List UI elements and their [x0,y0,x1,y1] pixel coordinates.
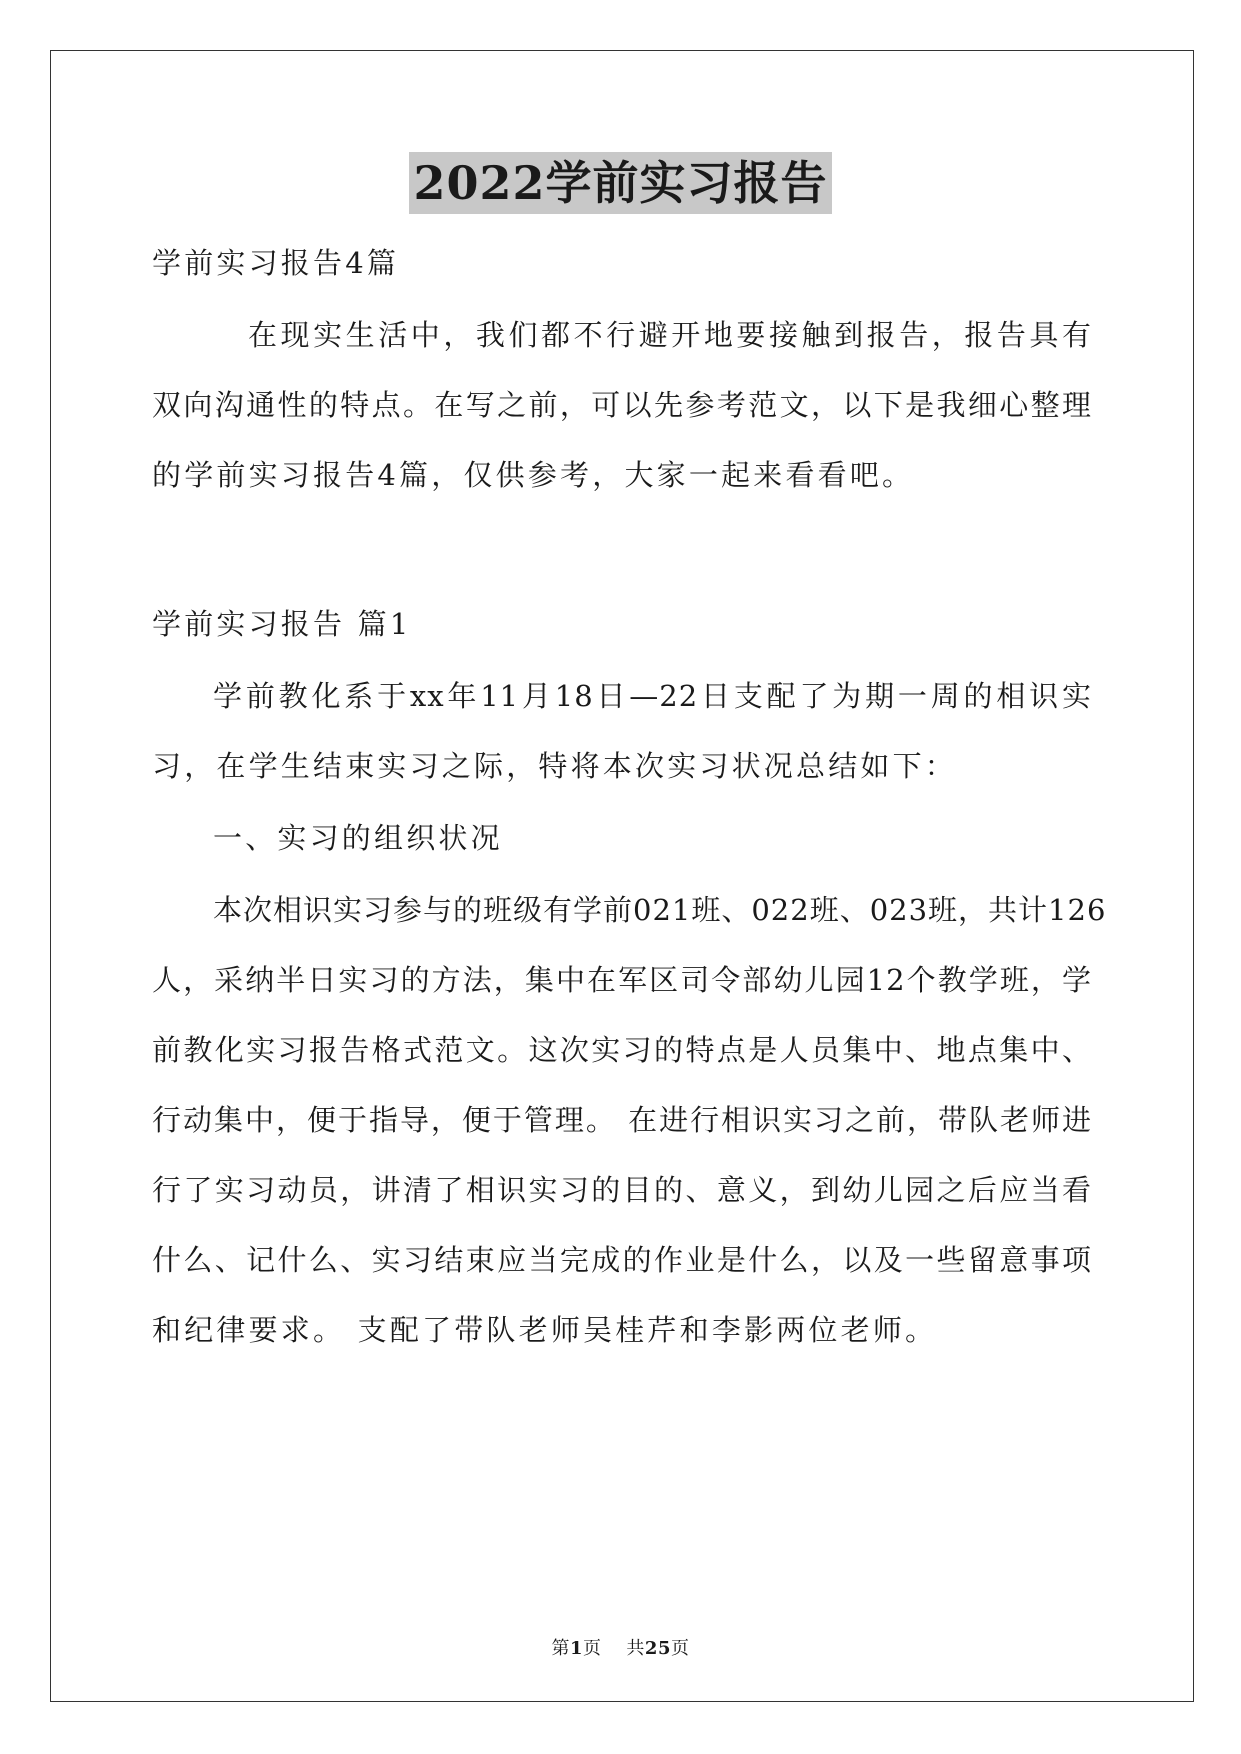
paragraph-line: 和纪律要求。 支配了带队老师吴桂芹和李影两位老师。 [152,1313,938,1347]
paragraph-line: 行动集中，便于指导，便于管理。 在进行相识实习之前，带队老师进 [152,1103,1092,1137]
page-footer [0,1634,1241,1660]
page-label-suffix: 页 [583,1638,602,1659]
intro-line: 的学前实习报告4篇，仅供参考，大家一起来看看吧。 [152,458,915,492]
paragraph-line: 前教化实习报告格式范文。这次实习的特点是人员集中、地点集中、 [152,1033,1092,1067]
paragraph-line: 行了实习动员，讲清了相识实习的目的、意义，到幼儿园之后应当看 [152,1173,1092,1207]
page-label-prefix: 第 [551,1638,570,1659]
document-title-wrap [0,152,1241,214]
paragraph-line: 习，在学生结束实习之际，特将本次实习状况总结如下： [152,749,958,783]
intro-line: 在现实生活中，我们都不行避开地要接触到报告，报告具有 [248,318,1092,352]
document-title: 2022学前实习报告 [409,152,831,214]
total-pages: 25 [644,1638,671,1659]
item-heading: 一、实习的组织状况 [213,821,503,855]
paragraph-line: 学前教化系于xx年11月18日—22日支配了为期一周的相识实 [213,679,1092,713]
paragraph-line: 什么、记什么、实习结束应当完成的作业是什么，以及一些留意事项 [152,1243,1092,1277]
paragraph-line: 本次相识实习参与的班级有学前021班、022班、023班，共计126 [213,893,1107,927]
total-label-suffix: 页 [670,1638,690,1659]
section-heading: 学前实习报告 篇1 [152,607,412,641]
page-border [50,50,1194,1702]
page-number: 1 [570,1638,584,1659]
total-label-prefix: 共 [626,1638,645,1659]
subtitle: 学前实习报告4篇 [152,246,400,280]
intro-line: 双向沟通性的特点。在写之前，可以先参考范文，以下是我细心整理 [152,388,1092,422]
paragraph-line: 人，采纳半日实习的方法，集中在军区司令部幼儿园12个教学班，学 [152,963,1092,997]
